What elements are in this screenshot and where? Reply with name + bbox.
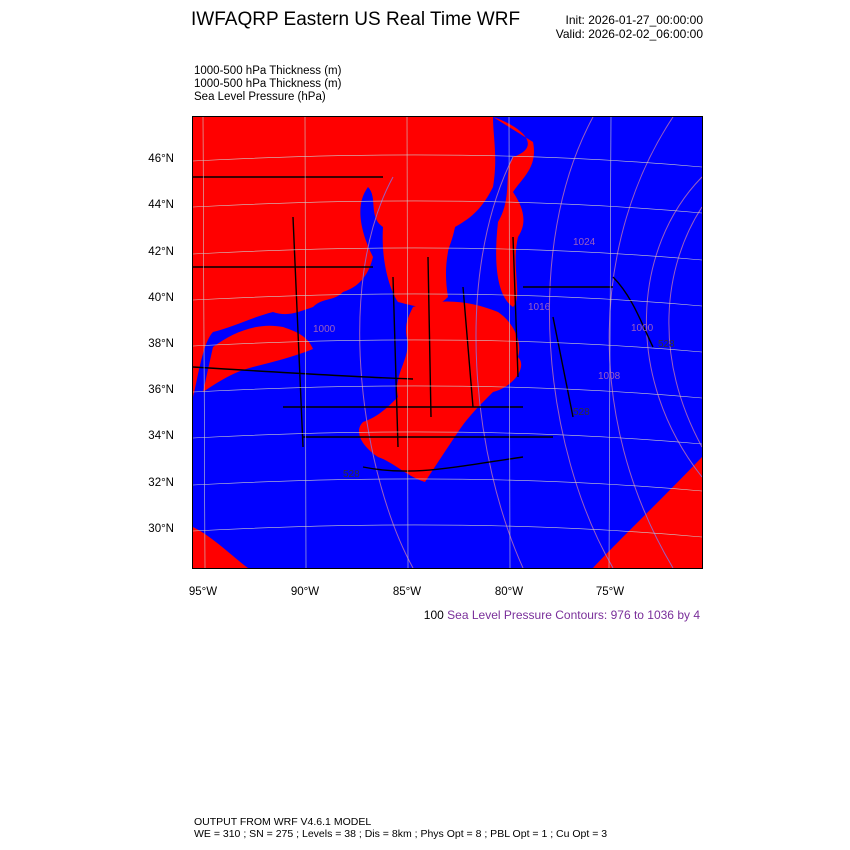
thickness-map: [193, 117, 702, 568]
lat-label: 34°N: [148, 430, 174, 442]
lon-label: 90°W: [290, 586, 320, 598]
contour-label: 528: [658, 339, 675, 350]
legend-line: Sea Level Pressure (hPa): [194, 91, 326, 103]
lat-label: 44°N: [148, 199, 174, 211]
model-options: WE = 310 ; SN = 275 ; Levels = 38 ; Dis = 8km ; Phys Opt = 8 ; PBL Opt = 1 ; Cu Opt = 3: [194, 828, 608, 840]
model-version: OUTPUT FROM WRF V4.6.1 MODEL: [194, 816, 372, 828]
lat-label: 42°N: [148, 246, 174, 258]
contour-description: Sea Level Pressure Contours: 976 to 1036 by 4: [447, 608, 700, 622]
contour-scale: 100: [423, 608, 444, 622]
init-valid-times: [556, 13, 703, 41]
contour-label: 528: [573, 407, 590, 418]
lat-label: 40°N: [148, 292, 174, 304]
contour-label: 1000: [313, 324, 336, 335]
contour-label: 1024: [573, 237, 596, 248]
contour-label: 1008: [598, 371, 621, 382]
map-panel: [192, 116, 703, 569]
lat-label: 38°N: [148, 338, 174, 350]
model-info: [194, 816, 607, 840]
contour-info: [424, 608, 700, 622]
lat-label: 36°N: [148, 384, 174, 396]
lon-label: 75°W: [595, 586, 625, 598]
init-time: Init: 2026-01-27_00:00:00: [565, 13, 703, 27]
contour-label: 1016: [528, 302, 551, 313]
legend-line: 1000-500 hPa Thickness (m): [194, 65, 342, 77]
lat-label: 46°N: [148, 153, 174, 165]
lat-label: 32°N: [148, 477, 174, 489]
lon-label: 85°W: [392, 586, 422, 598]
lon-label: 80°W: [494, 586, 524, 598]
contour-label: 528: [343, 469, 360, 480]
field-legend: [194, 65, 341, 104]
plot-title: IWFAQRP Eastern US Real Time WRF: [191, 9, 521, 30]
lon-label: 95°W: [188, 586, 218, 598]
contour-label: 1000: [631, 323, 654, 334]
valid-time: Valid: 2026-02-02_06:00:00: [555, 27, 703, 41]
lat-label: 30°N: [148, 523, 174, 535]
legend-line: 1000-500 hPa Thickness (m): [194, 78, 342, 90]
